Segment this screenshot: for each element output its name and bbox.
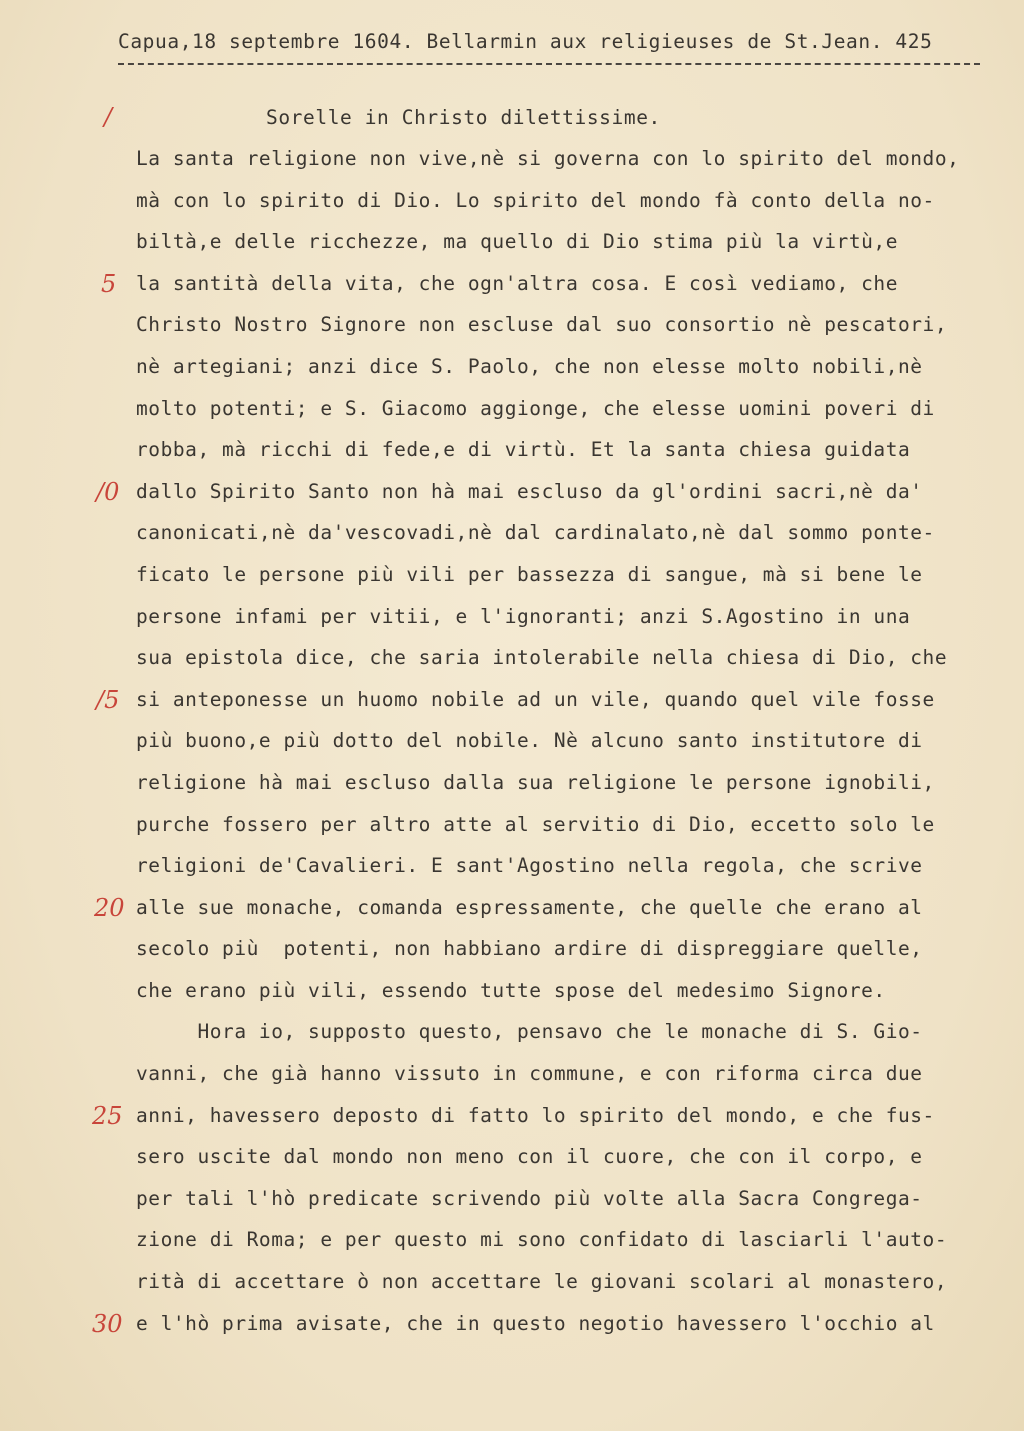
text-line: alle sue monache, comanda espressamente, che quelle che erano al <box>136 895 923 919</box>
text-line: purche fossero per altro atte al servitio di Dio, eccetto solo le <box>136 812 935 836</box>
text-line: zione di Roma; e per questo mi sono confidato di lasciarli l'auto- <box>136 1228 948 1252</box>
text-line: biltà,e delle ricchezze, ma quello di Dio stima più la virtù,e <box>136 230 898 254</box>
margin-number-10: /0 <box>96 478 120 506</box>
margin-number-20: 20 <box>94 894 125 922</box>
letter-body <box>136 148 1006 1354</box>
margin-number-1: / <box>104 103 113 131</box>
text-line: che erano più vili, essendo tutte spose del medesimo Signore. <box>136 978 886 1002</box>
text-line: sero uscite dal mondo non meno con il cuore, che con il corpo, e <box>136 1145 923 1169</box>
text-line: molto potenti; e S. Giacomo aggionge, che elesse uomini poveri di <box>136 396 935 420</box>
text-line: nè artegiani; anzi dice S. Paolo, che non elesse molto nobili,nè <box>136 354 923 378</box>
text-line: La santa religione non vive,nè si governa con lo spirito del mondo, <box>136 147 960 170</box>
text-line: Christo Nostro Signore non escluse dal suo consortio nè pescatori, <box>136 313 948 337</box>
text-line: robba, mà ricchi di fede,e di virtù. Et la santa chiesa guidata <box>136 438 911 462</box>
page-header: Capua,18 septembre 1604. Bellarmin aux religieuses de St.Jean. 425 <box>118 30 933 53</box>
text-line: secolo più potenti, non habbiano ardire di dispreggiare quelle, <box>136 937 923 961</box>
text-line: per tali l'hò predicate scrivendo più volte alla Sacra Congrega- <box>136 1186 923 1210</box>
text-line: persone infami per vitii, e l'ignoranti; anzi S.Agostino in una <box>136 604 911 628</box>
text-line: mà con lo spirito di Dio. Lo spirito del mondo fà conto della no- <box>136 188 935 212</box>
text-line: religione hà mai escluso dalla sua religione le persone ignobili, <box>136 770 935 794</box>
text-line: sua epistola dice, che saria intolerabile nella chiesa di Dio, che <box>136 646 948 670</box>
text-line: Hora io, supposto questo, pensavo che le monache di S. Gio- <box>136 1020 923 1044</box>
text-line: religioni de'Cavalieri. E sant'Agostino nella regola, che scrive <box>136 854 923 878</box>
salutation: Sorelle in Christo dilettissime. <box>266 106 661 129</box>
margin-number-15: /5 <box>96 686 120 714</box>
text-line: si anteponesse un huomo nobile ad un vile, quando quel vile fosse <box>136 687 935 711</box>
text-line: dallo Spirito Santo non hà mai escluso da gl'ordini sacri,nè da' <box>136 479 923 503</box>
text-line: canonicati,nè da'vescovadi,nè dal cardinalato,nè dal sommo ponte- <box>136 521 935 545</box>
header-dashed-rule <box>118 63 980 65</box>
text-line: la santità della vita, che ogn'altra cosa. E così vediamo, che <box>136 271 898 295</box>
text-line: ficato le persone più vili per bassezza di sangue, mà si bene le <box>136 562 923 586</box>
margin-number-25: 25 <box>92 1102 123 1130</box>
text-line: vanni, che già hanno vissuto in commune, e con riforma circa due <box>136 1062 923 1086</box>
margin-number-5: 5 <box>101 270 117 298</box>
text-line: più buono,e più dotto del nobile. Nè alcuno santo institutore di <box>136 729 923 753</box>
margin-number-30: 30 <box>92 1310 123 1338</box>
text-line: anni, havessero deposto di fatto lo spirito del mondo, e che fus- <box>136 1103 935 1127</box>
text-line: rità di accettare ò non accettare le giovani scolari al monastero, <box>136 1270 948 1294</box>
text-line: e l'hò prima avisate, che in questo negotio havessero l'occhio al <box>136 1311 935 1335</box>
